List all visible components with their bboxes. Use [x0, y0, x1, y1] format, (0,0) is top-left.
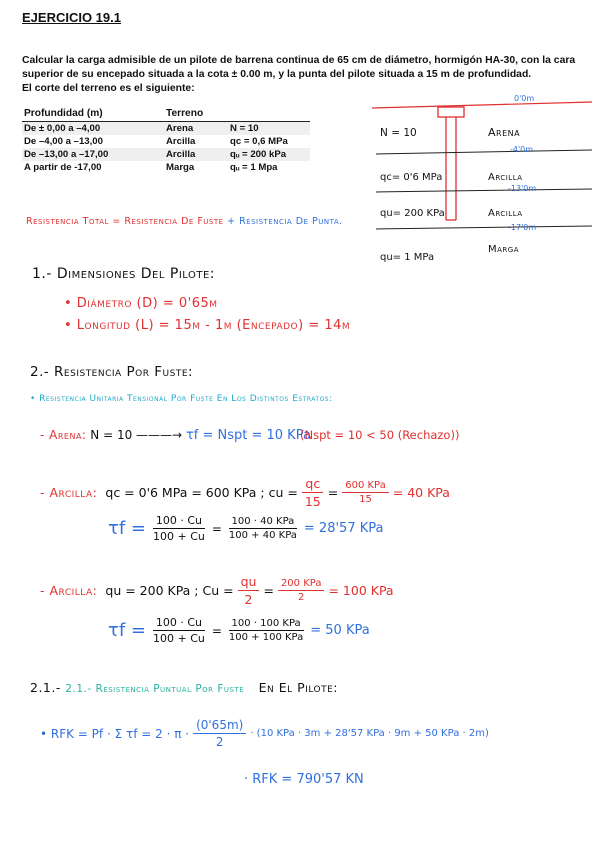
denominator: 15 — [359, 494, 372, 505]
statement-line: El corte del terreno es el siguiente: — [22, 83, 195, 94]
fraction — [302, 476, 324, 509]
statement-line: superior de su encepado situada a la cota ± 0.00 m, y la punta del pilote situada a 15 m de profundidad. — [22, 69, 532, 80]
layer-param: qu= 1 MPa — [380, 252, 435, 263]
column-header: Terreno — [164, 108, 228, 122]
section-heading — [30, 680, 338, 695]
equation-part: · (10 KPa · 3m + 28'57 KPa · 9m + 50 KPa · 2m) — [250, 728, 489, 739]
layer-soil: Arena — [488, 126, 521, 139]
problem-statement — [22, 54, 588, 96]
param-cell: qᵤ = 200 kPa — [228, 148, 310, 161]
param-cell: qᴄ = 0,6 MPa — [230, 136, 288, 147]
layer-soil: Arcilla — [488, 208, 523, 219]
layer-label: - Arcilla: — [40, 583, 98, 598]
table-header-row — [22, 108, 310, 122]
layer-param: qc= 0'6 MPa — [380, 172, 443, 183]
denominator: 2 — [215, 735, 224, 749]
equation-part: τf = — [108, 620, 146, 641]
section-heading: 1.- Dimensiones Del Pilote: — [32, 266, 216, 282]
numerator: 600 KPa — [342, 480, 389, 493]
fraction — [342, 480, 389, 505]
layer-param: N = 10 — [380, 127, 417, 139]
layer-boundary-line — [376, 189, 592, 192]
note-fragment: Resistencia Total = Resistencia De Fuste — [26, 216, 224, 227]
diameter-line: • Diámetro (D) = 0'65m — [64, 296, 218, 311]
layer-label: - Arcilla: — [40, 485, 98, 500]
column-header: Profundidad (m) — [22, 108, 164, 122]
equation-result: = 50 KPa — [310, 623, 370, 638]
numerator: 200 KPa — [278, 578, 325, 591]
ground-line — [372, 102, 592, 108]
equation-part: qc = 0'6 MPa = 600 KPa ; cu = — [105, 485, 298, 500]
layer-label: - Arena: — [40, 428, 87, 442]
table-row — [22, 122, 310, 136]
fraction — [226, 618, 306, 643]
layer-param: qu= 200 KPa — [380, 208, 445, 219]
level-label: -13'0m — [508, 184, 537, 193]
layer-soil: Arcilla — [488, 172, 523, 183]
table-row — [22, 161, 310, 174]
equation-part: τf = Nspt = 10 KPa — [185, 428, 311, 443]
rfk-result: · RFK = 790'57 KN — [244, 772, 364, 787]
fraction — [150, 514, 208, 543]
total-resistance-note — [26, 216, 343, 227]
clay2-cu-equation — [40, 574, 394, 607]
param-cell: N = 10 — [228, 122, 310, 136]
layer-soil: Marga — [488, 244, 519, 255]
numerator: 100 · 100 KPa — [229, 618, 304, 631]
soil-cell: Arcilla — [164, 148, 228, 161]
sand-equation — [40, 428, 311, 443]
subsection-heading: • Resistencia Unitaria Tensional Por Fuste En Los Distintos Estratos: — [30, 394, 333, 404]
equals-sign: = — [263, 583, 274, 598]
denominator: 100 + Cu — [152, 632, 205, 645]
layer-boundary-line — [376, 150, 592, 154]
numerator: 100 · Cu — [153, 514, 205, 529]
clay-cu-equation — [40, 476, 450, 509]
numerator: qu — [238, 574, 260, 591]
column-header — [228, 108, 310, 122]
sand-note: (Nspt = 10 < 50 (Rechazo)) — [300, 428, 460, 442]
note-fragment: + Resistencia De Punta. — [227, 216, 343, 227]
equation-part: τf = — [108, 518, 146, 539]
statement-line: Calcular la carga admisible de un pilote de barrena continua de 65 cm de diámetro, hormigón HA-30, con la cara — [22, 55, 576, 66]
depth-cell: De ± 0,00 a –4,00 — [22, 122, 164, 136]
equation-part: N = 10 ———→ — [90, 428, 183, 442]
numerator: (0'65m) — [193, 718, 246, 734]
pile-cap — [438, 107, 464, 117]
equation-result: = 40 KPa — [392, 485, 450, 500]
fraction — [150, 616, 208, 645]
heading-part: 2.1.- Resistencia Puntual Por Fuste — [65, 683, 245, 695]
soil-profile-table — [22, 108, 310, 174]
denominator: 100 + 100 KPa — [228, 632, 304, 643]
fraction — [238, 574, 260, 607]
heading-part: En El Pilote: — [258, 680, 339, 695]
equation-part: • RFK = Pf · Σ τf = 2 · π · — [40, 726, 190, 741]
numerator: 100 · Cu — [153, 616, 205, 631]
equation-part: qu = 200 KPa ; Cu = — [105, 583, 234, 598]
layer-boundary-line — [376, 226, 592, 229]
equation-result: = 28'57 KPa — [303, 521, 384, 536]
level-label: 0'0m — [514, 94, 535, 103]
denominator: 100 + 40 KPa — [228, 530, 297, 541]
numerator: qc — [302, 476, 323, 493]
level-label: -17'0m — [508, 223, 537, 232]
clay-tau-equation — [108, 514, 383, 543]
depth-cell: A partir de -17,00 — [24, 162, 102, 173]
numerator: 100 · 40 KPa — [229, 516, 298, 529]
table-row — [22, 135, 310, 148]
equals-sign: = — [211, 521, 222, 536]
rfk-equation — [40, 718, 489, 749]
fraction — [193, 718, 246, 749]
exercise-title: EJERCICIO 19.1 — [22, 10, 121, 25]
depth-cell: De –4,00 a –13,00 — [24, 136, 103, 147]
level-label: -4'0m — [510, 145, 534, 154]
equation-result: = 100 KPa — [328, 583, 394, 598]
soil-cell: Marga — [166, 162, 195, 173]
section-heading: 2.- Resistencia Por Fuste: — [30, 364, 194, 380]
denominator: 15 — [304, 494, 321, 509]
fraction — [226, 516, 300, 541]
soil-cell: Arena — [164, 122, 228, 136]
depth-cell: De –13,00 a –17,00 — [22, 148, 164, 161]
denominator: 2 — [298, 592, 305, 603]
denominator: 100 + Cu — [152, 530, 205, 543]
denominator: 2 — [244, 592, 253, 607]
table-row — [22, 148, 310, 161]
param-cell: qᵤ = 1 Mpa — [230, 162, 278, 173]
clay2-tau-equation — [108, 616, 370, 645]
length-line: • Longitud (L) = 15m - 1m (Encepado) = 14m — [64, 318, 351, 333]
heading-part: 2.1.- — [30, 680, 61, 695]
soil-cell: Arcilla — [166, 136, 196, 147]
fraction — [278, 578, 325, 603]
equals-sign: = — [211, 623, 222, 638]
equals-sign: = — [327, 485, 339, 500]
